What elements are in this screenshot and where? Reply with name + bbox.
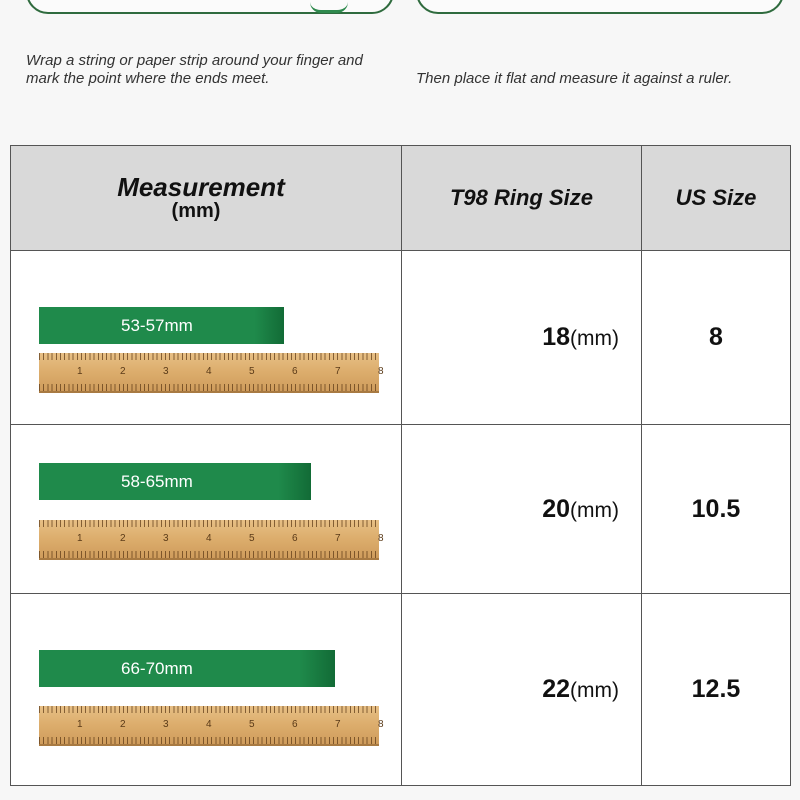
ruler-number: 1 [77, 533, 83, 544]
us-size-cell: 12.5 [642, 594, 791, 786]
us-size-cell: 8 [642, 251, 791, 425]
ruler-number: 3 [163, 719, 169, 730]
ruler-number: 4 [206, 366, 212, 377]
ruler-number: 1 [77, 366, 83, 377]
header-ring-size: T98 Ring Size [402, 146, 642, 251]
table-header-row [11, 146, 791, 251]
measurement-cell [11, 251, 402, 425]
header-measurement-unit: (mm) [171, 200, 221, 222]
us-size-cell: 10.5 [642, 425, 791, 594]
table-row [11, 594, 791, 786]
ruler-number: 4 [206, 719, 212, 730]
ring-size-table [10, 145, 791, 786]
ruler-number: 6 [292, 533, 298, 544]
ruler-number: 7 [335, 366, 341, 377]
ruler-number: 2 [120, 533, 126, 544]
ring-size-cell [402, 425, 642, 594]
ruler-image [39, 353, 384, 393]
ruler-number: 2 [120, 366, 126, 377]
ruler-number: 8 [378, 719, 384, 730]
table-row [11, 251, 791, 425]
ruler-number: 3 [163, 366, 169, 377]
ring-size-value: 22 [542, 675, 571, 703]
header-us-size: US Size [642, 146, 791, 251]
ruler-number: 2 [120, 719, 126, 730]
ruler-number: 3 [163, 533, 169, 544]
instruction-step2: Then place it flat and measure it against a ruler. [416, 70, 733, 87]
ring-size-value: 20 [542, 494, 571, 523]
ring-size-unit: (mm) [570, 327, 619, 350]
paper-strip [39, 463, 311, 500]
table-row [11, 425, 791, 594]
ruler-image [39, 706, 384, 746]
ruler-number: 8 [378, 366, 384, 377]
paper-strip [39, 650, 335, 687]
ruler-number: 5 [249, 533, 255, 544]
ruler-number: 5 [249, 719, 255, 730]
ring-size-cell [402, 594, 642, 786]
ruler-number: 8 [378, 533, 384, 544]
ruler-number: 4 [206, 533, 212, 544]
strip-range-label: 58-65mm [121, 472, 193, 491]
ruler-number: 6 [292, 719, 298, 730]
ring-size-cell [402, 251, 642, 425]
ring-size-unit: (mm) [570, 498, 619, 522]
ring-size-unit: (mm) [570, 679, 619, 702]
step1-frame [26, 0, 394, 14]
ruler-number: 6 [292, 366, 298, 377]
green-curve-decoration [310, 2, 348, 13]
header-measurement [11, 146, 402, 251]
ruler-number: 1 [77, 719, 83, 730]
header-measurement-label: Measurement [117, 172, 285, 202]
step2-frame [416, 0, 784, 14]
ruler-number: 5 [249, 366, 255, 377]
ruler-number: 7 [335, 533, 341, 544]
ruler-number: 7 [335, 719, 341, 730]
strip-range-label: 53-57mm [121, 316, 193, 335]
ring-size-value: 18 [542, 323, 571, 351]
ruler-image [39, 520, 384, 560]
measurement-cell [11, 594, 402, 786]
instruction-step1: Wrap a string or paper strip around your finger and mark the point where the ends meet. [26, 52, 363, 87]
strip-range-label: 66-70mm [121, 659, 193, 678]
paper-strip [39, 307, 284, 344]
measurement-cell [11, 425, 402, 594]
